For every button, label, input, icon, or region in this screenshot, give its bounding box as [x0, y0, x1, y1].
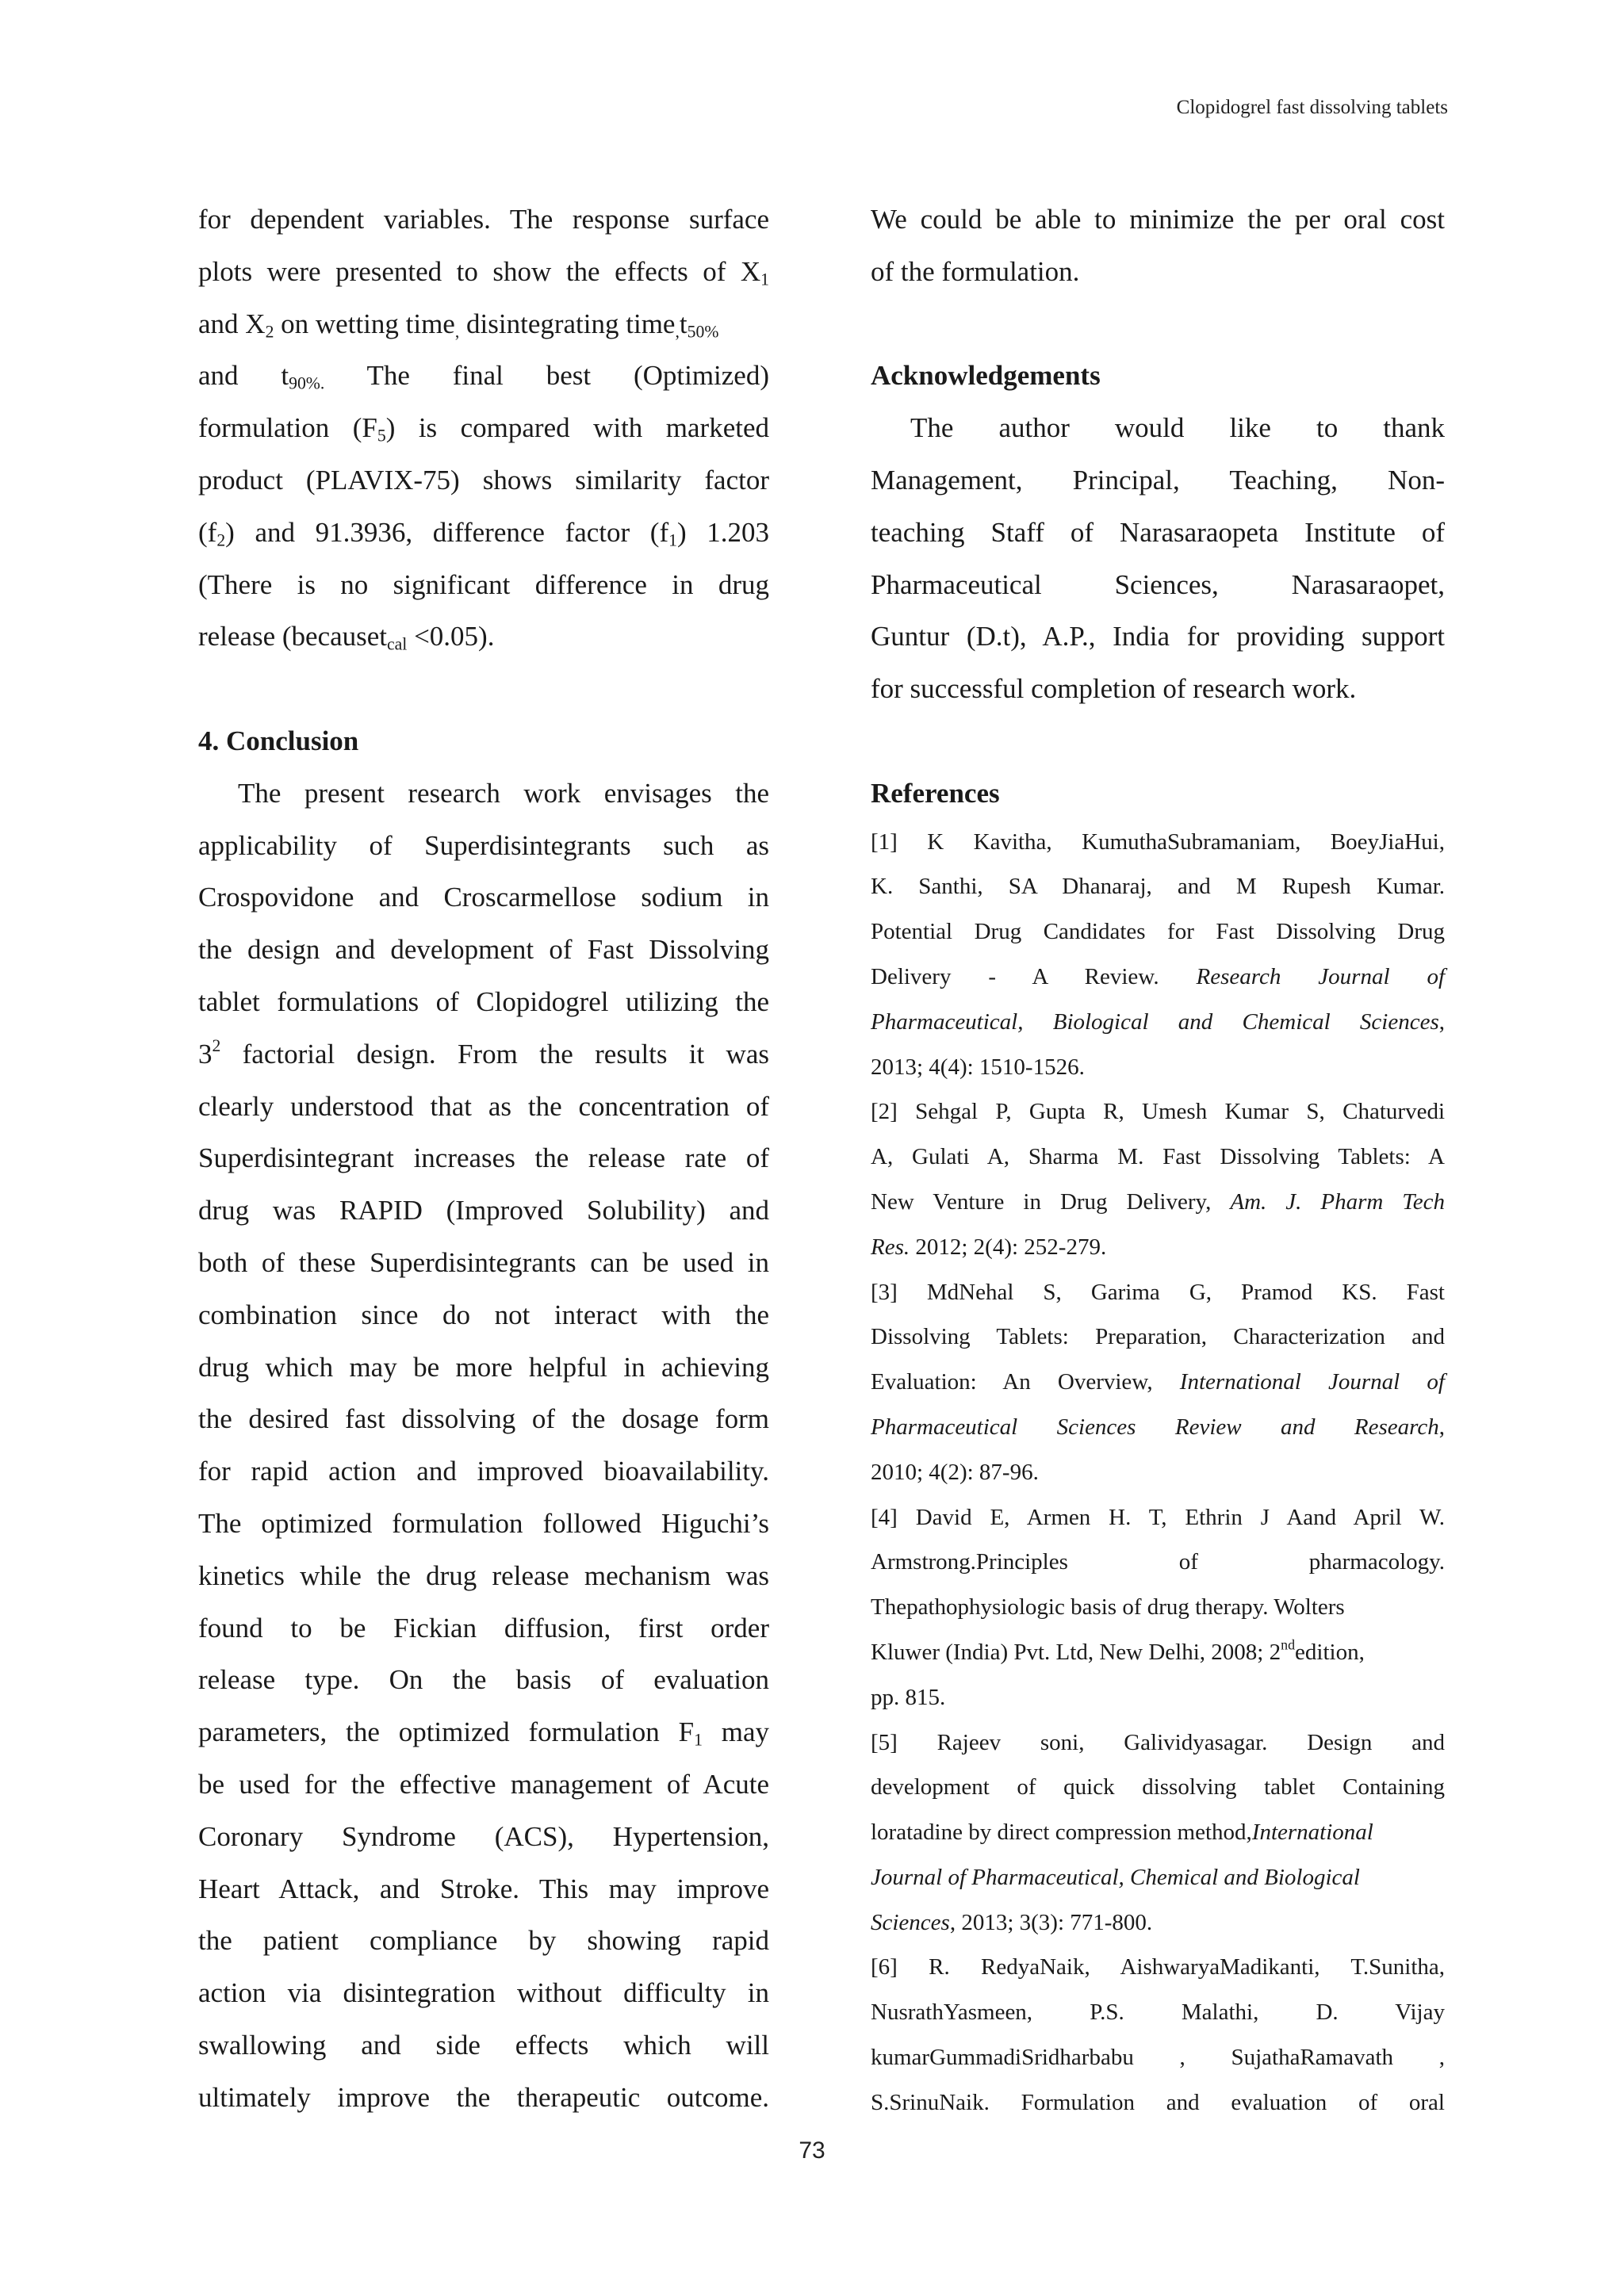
text-line: tablet formulations of Clopidogrel utilizing the — [198, 985, 769, 1017]
text-line: for successful completion of research work. — [871, 673, 1357, 705]
acknowledgements-heading: Acknowledgements — [871, 360, 1101, 392]
reference-line: pp. 815. — [871, 1684, 946, 1710]
reference-line: Pharmaceutical, Biological and Chemical Sciences, — [871, 1008, 1445, 1035]
reference-line: Sciences, 2013; 3(3): 771-800. — [871, 1909, 1153, 1935]
text-line: both of these Superdisintegrants can be used in — [198, 1246, 769, 1278]
reference-line: K. Santhi, SA Dhanaraj, and M Rupesh Kumar. — [871, 874, 1445, 900]
reference-line: A, Gulati A, Sharma M. Fast Dissolving Tablets: A — [871, 1144, 1445, 1170]
text-line: formulation $(F_5)$ is compared with marketed — [198, 412, 769, 446]
text-line: We could be able to minimize the per oral cost — [871, 204, 1445, 235]
reference-line: Pharmaceutical Sciences Review and Research, — [871, 1414, 1445, 1440]
reference-line: 2010; 4(2): 87-96. — [871, 1459, 1039, 1485]
reference-line: Dissolving Tablets: Preparation, Characterization and — [871, 1324, 1445, 1350]
text-line: $(f_2)$ and 91.3936, difference factor $(f_1)$ 1.203 — [198, 516, 769, 550]
text-line: found to be Fickian diffusion, first order — [198, 1612, 769, 1644]
text-line: clearly understood that as the concentration of — [198, 1090, 769, 1122]
text-line: the desired fast dissolving of the dosage form — [198, 1403, 769, 1435]
reference-line: [4] David E, Armen H. T, Ethrin J Aand April W. — [871, 1504, 1445, 1530]
text-line: kinetics while the drug release mechanism was — [198, 1559, 769, 1591]
text-line: the design and development of Fast Dissolving — [198, 934, 769, 966]
reference-line: [3] MdNehal S, Garima G, Pramod KS. Fast — [871, 1279, 1445, 1305]
reference-line: Armstrong.Principles of pharmacology. — [871, 1549, 1445, 1575]
text-line: product (PLAVIX-75) shows similarity factor — [198, 464, 769, 496]
text-line: The author would like to thank — [910, 412, 1445, 444]
text-line: and $t_{90\%.}$ The final best (Optimized) — [198, 360, 769, 393]
right-column — [871, 193, 1445, 2126]
text-line: and $X_2$ on wetting time$_,$ disintegrating $time_,t_{50\%}$ — [198, 308, 719, 342]
text-line: Management, Principal, Teaching, Non- — [871, 464, 1445, 496]
reference-line: 2013; 4(4): 1510-1526. — [871, 1054, 1085, 1080]
text-line: ultimately improve the therapeutic outcome. — [198, 2081, 769, 2113]
text-line: for dependent variables. The response surface — [198, 204, 769, 235]
text-line: The present research work envisages the — [238, 777, 769, 809]
text-line: parameters, the optimized formulation $F_1$ may — [198, 1716, 770, 1750]
text-line: Guntur (D.t), A.P., India for providing support — [871, 621, 1445, 652]
references-heading: References — [871, 777, 1000, 809]
text-line: of the formulation. — [871, 255, 1080, 287]
reference-line: Res. 2012; 2(4): 252-279. — [871, 1234, 1107, 1260]
reference-line: Thepathophysiologic basis of drug therapy. Wolters — [871, 1594, 1345, 1621]
reference-line: kumarGummadiSridharbabu , SujathaRamavath , — [871, 2045, 1445, 2071]
reference-line: development of quick dissolving tablet Containing — [871, 1774, 1445, 1800]
text-line: $3^2$ factorial design. From the results it was — [198, 1035, 769, 1070]
text-line: (There is no significant difference in drug — [198, 568, 769, 600]
text-line: Heart Attack, and Stroke. This may improve — [198, 1873, 769, 1904]
text-line: release type. On the basis of evaluation — [198, 1664, 769, 1696]
text-line: teaching Staff of Narasaraopeta Institute of — [871, 516, 1445, 548]
text-line: drug was RAPID (Improved Solubility) and — [198, 1195, 769, 1226]
reference-line: Journal of Pharmaceutical, Chemical and Biological — [871, 1864, 1360, 1890]
text-line: action via disintegration without difficulty in — [198, 1977, 769, 2009]
text-line: plots were presented to show the effects of $X_1$ — [198, 255, 769, 289]
reference-line: [1] K Kavitha, KumuthaSubramaniam, BoeyJiaHui, — [871, 828, 1445, 855]
reference-line: [2] Sehgal P, Gupta R, Umesh Kumar S, Chaturvedi — [871, 1099, 1445, 1125]
text-line: applicability of Superdisintegrants such as — [198, 829, 769, 861]
reference-line: loratadine by direct compression method,International — [871, 1820, 1373, 1846]
text-line: drug which may be more helpful in achieving — [198, 1351, 769, 1383]
reference-line: S.SrinuNaik. Formulation and evaluation of oral — [871, 2089, 1445, 2115]
text-line: Coronary Syndrome (ACS), Hypertension, — [198, 1820, 769, 1852]
reference-line: [6] R. RedyaNaik, AishwaryaMadikanti, T.Sunitha, — [871, 1954, 1445, 1980]
reference-line: Delivery - A Review. Research Journal of — [871, 963, 1446, 989]
text-line: release (becauset$_{cal}$ <0.05). — [198, 621, 495, 654]
conclusion-heading: 4. Conclusion — [198, 725, 359, 756]
reference-line: [5] Rajeev soni, Galividyasagar. Design and — [871, 1729, 1445, 1755]
page-number: 73 — [799, 2137, 825, 2164]
reference-line: Evaluation: An Overview, International Journal of — [871, 1369, 1445, 1395]
text-line: combination since do not interact with the — [198, 1299, 769, 1330]
left-column — [198, 193, 769, 2123]
text-line: The optimized formulation followed Higuchi’s — [198, 1507, 769, 1539]
reference-line: Kluwer (India) Pvt. Ltd, New Delhi, 2008; 2ndedition, — [871, 1636, 1365, 1665]
reference-line: NusrathYasmeen, P.S. Malathi, D. Vijay — [871, 1999, 1445, 2026]
text-line: for rapid action and improved bioavailability. — [198, 1456, 769, 1487]
reference-line: Potential Drug Candidates for Fast Dissolving Drug — [871, 919, 1445, 945]
text-line: be used for the effective management of Acute — [198, 1768, 769, 1800]
reference-line: New Venture in Drug Delivery, Am. J. Pharm Tech — [871, 1188, 1446, 1215]
running-head: Clopidogrel fast dissolving tablets — [1176, 97, 1448, 118]
text-line: swallowing and side effects which will — [198, 2029, 769, 2061]
text-line: the patient compliance by showing rapid — [198, 1925, 769, 1957]
text-line: Superdisintegrant increases the release rate of — [198, 1142, 769, 1174]
text-line: Pharmaceutical Sciences, Narasaraopet, — [871, 568, 1445, 600]
text-line: Crospovidone and Croscarmellose sodium in — [198, 882, 769, 913]
